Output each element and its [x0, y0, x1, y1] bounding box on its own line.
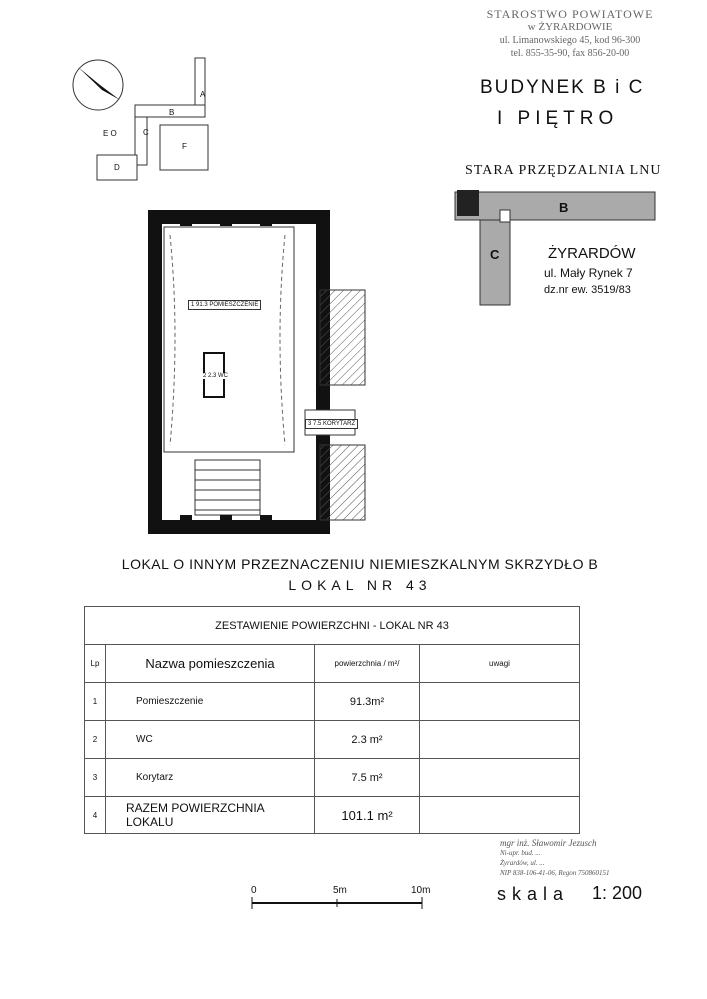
- table-row: [85, 721, 580, 759]
- scale-tick-0: 0: [251, 885, 257, 896]
- stamp-line-2: w ŻYRARDOWIE: [527, 21, 613, 33]
- signature-line-3: Żyrardów, ul. ...: [500, 859, 545, 867]
- table-row: [85, 683, 580, 721]
- scale-ratio: 1: 200: [592, 883, 643, 903]
- room-2-label: 2 2.3 WC: [203, 373, 229, 379]
- row-name: WC: [106, 721, 315, 759]
- key-plan-dark-block: [457, 190, 479, 216]
- floor-plan: [140, 205, 380, 545]
- row-lp: 4: [85, 797, 106, 834]
- row-notes: [420, 759, 580, 797]
- signature-stamp: [500, 838, 670, 878]
- site-label-f: F: [182, 142, 187, 151]
- signature-line-4: NIP 838-106-41-06, Regon 750860151: [500, 869, 610, 877]
- key-plan-wing-c: [480, 220, 510, 305]
- stamp-line-3: ul. Limanowskiego 45, kod 96-300: [499, 35, 641, 46]
- building-a: [195, 58, 205, 108]
- scale-bar: [250, 897, 430, 909]
- parcel-number: dz.nr ew. 3519/83: [544, 284, 631, 296]
- row-notes: [420, 683, 580, 721]
- main-room: [164, 227, 294, 452]
- facility-name: STARA PRZĘDZALNIA LNU: [465, 163, 662, 178]
- site-label-d: D: [114, 163, 120, 172]
- row-notes: [420, 721, 580, 759]
- stamp-line-1: STAROSTWO POWIATOWE: [486, 7, 654, 21]
- row-notes: [420, 797, 580, 834]
- city-name: ŻYRARDÓW: [548, 245, 636, 262]
- scale-tick-10: 10m: [411, 885, 431, 896]
- site-label-b: B: [169, 108, 175, 117]
- site-label-c: C: [143, 128, 149, 137]
- room-1-label: 1 91.3 POMIESZCZENIE: [188, 300, 261, 310]
- floor-title: I PIĘTRO: [497, 108, 619, 129]
- row-lp: 2: [85, 721, 106, 759]
- room-3-label: 3 7.5 KORYTARZ: [305, 419, 358, 429]
- scale-label: skala: [497, 884, 570, 904]
- stamp-line-4: tel. 855-35-90, fax 856-20-00: [510, 48, 630, 59]
- caption-line-2: LOKAL NR 43: [288, 577, 432, 593]
- key-plan-wing-b: [455, 192, 655, 220]
- key-plan-label-c: C: [490, 247, 500, 262]
- staircase: [195, 460, 260, 515]
- key-plan-label-b: B: [559, 200, 569, 215]
- area-table: [84, 606, 580, 834]
- signature-line-2: Ni-upr. bud. ...: [500, 849, 541, 857]
- scale-tick-5: 5m: [333, 885, 347, 896]
- table-row: [85, 759, 580, 797]
- caption-line-1: LOKAL O INNYM PRZEZNACZENIU NIEMIESZKALNYM SKRZYDŁO B: [121, 556, 599, 572]
- row-area: 91.3m²: [315, 683, 420, 721]
- row-lp: 1: [85, 683, 106, 721]
- header-name: Nazwa pomieszczenia: [106, 645, 315, 683]
- site-label-a: A: [200, 90, 206, 99]
- key-plan-staircase: [500, 210, 510, 222]
- site-map: [60, 55, 220, 185]
- header-notes: uwagi: [420, 645, 580, 683]
- hatched-zone-top: [320, 290, 365, 385]
- row-area: 101.1 m²: [315, 797, 420, 834]
- site-label-eo: E O: [103, 129, 117, 138]
- hatched-zone-bottom: [320, 445, 365, 520]
- compass-arrow-icon: [78, 67, 120, 100]
- row-name: Pomieszczenie: [106, 683, 315, 721]
- area-table-title: ZESTAWIENIE POWIERZCHNI - LOKAL NR 43: [85, 607, 580, 645]
- header-area: powierzchnia / m²/: [315, 645, 420, 683]
- row-area: 7.5 m²: [315, 759, 420, 797]
- street-address: ul. Mały Rynek 7: [544, 266, 633, 280]
- office-stamp: [470, 8, 670, 60]
- table-row-total: [85, 797, 580, 834]
- signature-line-1: mgr inż. Sławomir Jezusch: [500, 838, 597, 848]
- building-title: BUDYNEK B i C: [480, 77, 645, 98]
- row-lp: 3: [85, 759, 106, 797]
- header-lp: Lp: [85, 645, 106, 683]
- row-area: 2.3 m²: [315, 721, 420, 759]
- row-name: Korytarz: [106, 759, 315, 797]
- row-name: RAZEM POWIERZCHNIA LOKALU: [106, 797, 315, 834]
